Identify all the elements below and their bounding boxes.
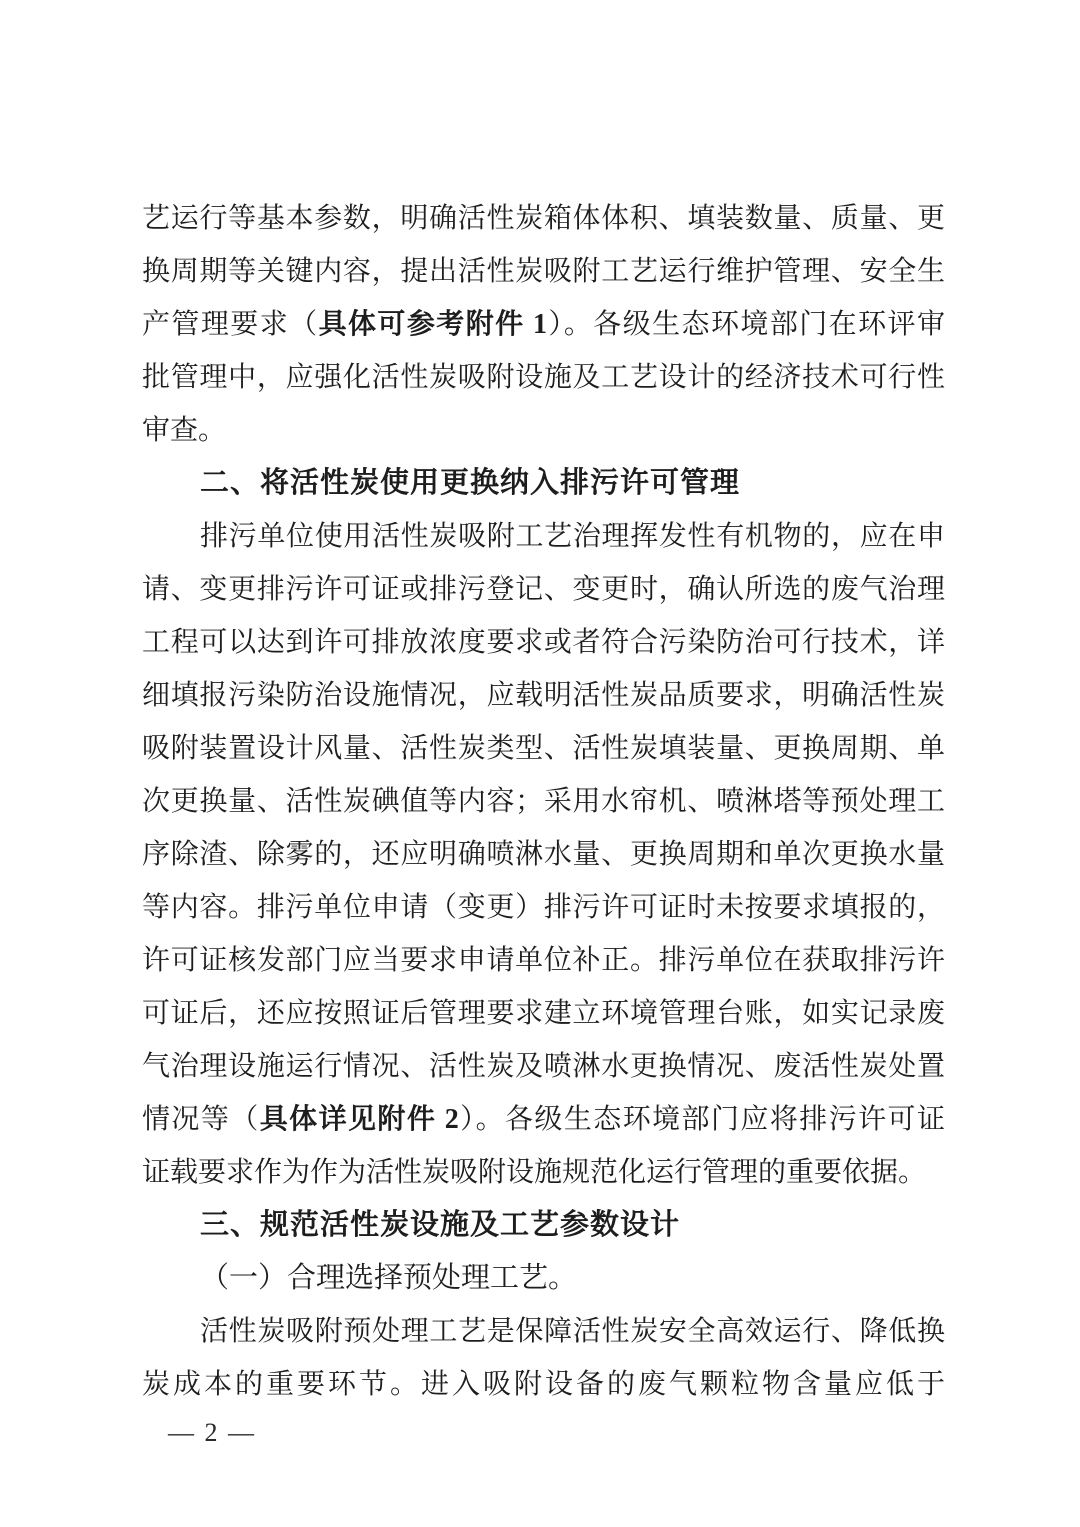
text-line [142, 298, 945, 351]
text-line [142, 669, 945, 722]
text-segment: 批管理中，应强化活性炭吸附设施及工艺设计的经济技术可行性 [142, 362, 945, 393]
text-line [142, 1358, 945, 1411]
text-segment: 工程可以达到许可排放浓度要求或者符合污染防治可行技术，详 [142, 627, 945, 658]
text-segment: 炭成本的重要环节。进入吸附设备的废气颗粒物含量应低于 [142, 1369, 945, 1400]
text-segment: 审查。 [142, 415, 227, 446]
text-line [142, 881, 945, 934]
text-line [142, 722, 945, 775]
text-line [142, 404, 945, 457]
text-segment: 艺运行等基本参数，明确活性炭箱体体积、填装数量、质量、更 [142, 203, 945, 234]
text-line [142, 828, 945, 881]
text-segment: ）。各级生态环境部门在环评审 [546, 309, 945, 340]
section-heading [142, 457, 945, 510]
bold-text-segment: 具体可参考附件 1 [318, 309, 547, 340]
text-segment: 换周期等关键内容，提出活性炭吸附工艺运行维护管理、安全生 [142, 256, 945, 287]
section-heading [142, 1199, 945, 1252]
text-line [142, 775, 945, 828]
text-line [142, 1146, 945, 1199]
text-line [142, 987, 945, 1040]
text-segment: 可证后，还应按照证后管理要求建立环境管理台账，如实记录废 [142, 998, 945, 1029]
document-body [142, 192, 945, 1411]
sub-heading [142, 1252, 945, 1305]
text-line [142, 245, 945, 298]
text-segment: 产管理要求（ [142, 309, 319, 340]
text-line [142, 934, 945, 987]
text-segment: （一）合理选择预处理工艺。 [200, 1262, 578, 1294]
text-segment: 活性炭吸附预处理工艺是保障活性炭安全高效运行、降低换 [200, 1316, 945, 1347]
text-segment: 证载要求作为作为活性炭吸附设施规范化运行管理的重要依据。 [142, 1157, 927, 1188]
page-number: — 2 — [168, 1418, 256, 1447]
text-segment: 吸附装置设计风量、活性炭类型、活性炭填装量、更换周期、单 [142, 733, 945, 764]
text-line [142, 1040, 945, 1093]
text-segment: ）。各级生态环境部门应将排污许可证 [458, 1104, 945, 1135]
text-segment: 请、变更排污许可证或排污登记、变更时，确认所选的废气治理 [142, 574, 945, 605]
text-line [142, 616, 945, 669]
text-segment: 情况等（ [142, 1104, 260, 1135]
text-line [142, 563, 945, 616]
text-segment: 等内容。排污单位申请（变更）排污许可证时未按要求填报的， [142, 892, 945, 923]
bold-text-segment: 具体详见附件 2 [259, 1104, 459, 1135]
text-line [142, 1305, 945, 1358]
text-segment: 二、将活性炭使用更换纳入排污许可管理 [200, 467, 741, 499]
text-segment: 细填报污染防治设施情况，应载明活性炭品质要求，明确活性炭 [142, 680, 945, 711]
text-line [142, 351, 945, 404]
text-segment: 次更换量、活性炭碘值等内容；采用水帘机、喷淋塔等预处理工 [142, 786, 945, 817]
text-segment: 排污单位使用活性炭吸附工艺治理挥发性有机物的，应在申 [200, 521, 945, 552]
text-line [142, 510, 945, 563]
text-segment: 许可证核发部门应当要求申请单位补正。排污单位在获取排污许 [142, 945, 945, 976]
text-line [142, 1093, 945, 1146]
text-segment: 序除渣、除雾的，还应明确喷淋水量、更换周期和单次更换水量 [142, 839, 945, 870]
text-segment: 气治理设施运行情况、活性炭及喷淋水更换情况、废活性炭处置 [142, 1051, 945, 1082]
text-segment: 三、规范活性炭设施及工艺参数设计 [200, 1209, 681, 1241]
text-line [142, 192, 945, 245]
